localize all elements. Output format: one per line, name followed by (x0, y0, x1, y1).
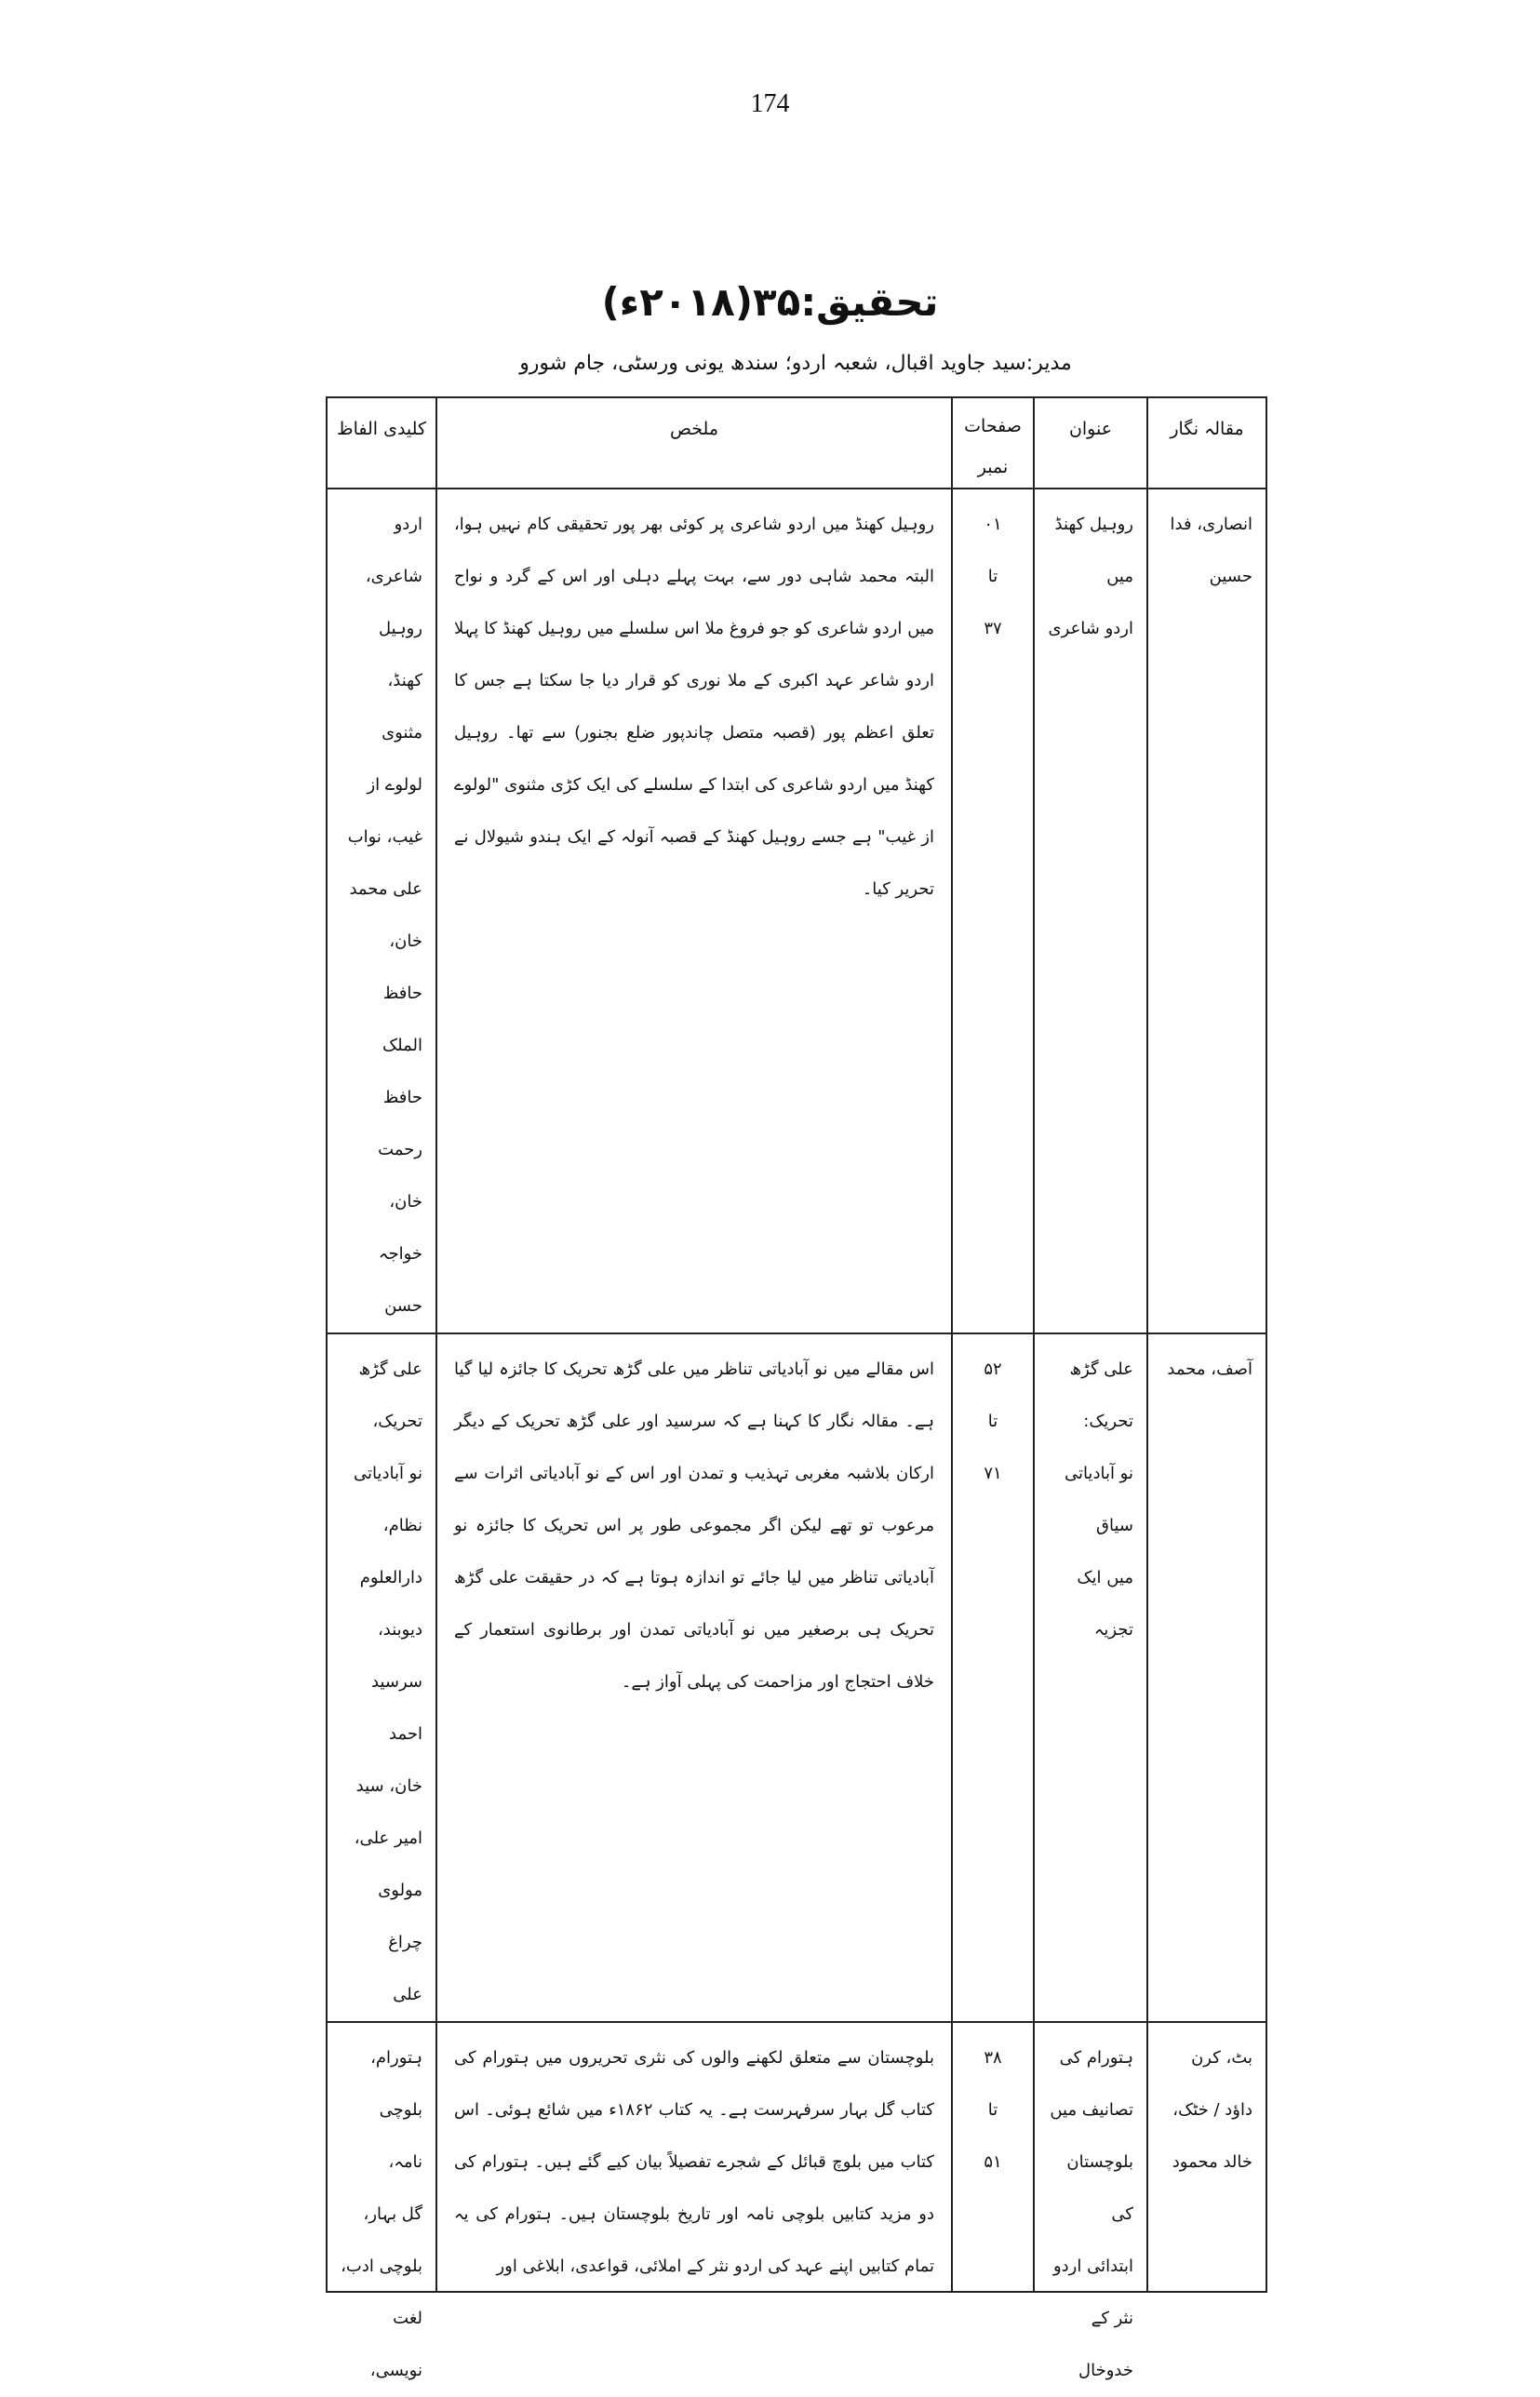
header-pages: صفحات نمبر (952, 397, 1034, 489)
cell-title: علی گڑھ تحریک: نو آبادیاتی سیاق میں ایک تجزیہ (1064, 1359, 1133, 1640)
cell-title: ہتورام کی تصانیف میں بلوچستان کی ابتدائی اردو نثر کے خدوخال (1050, 2048, 1133, 2380)
header-author: مقالہ نگار (1147, 397, 1266, 489)
cell-summary: روہیل کھنڈ میں اردو شاعری پر کوئی بھر پور تحقیقی کام نہیں ہوا، البتہ محمد شاہی دور سے، بہت پہلے دہلی اور اس کے گرد و نواح میں اردو شاعری کو جو فروغ ملا اس سلسلے میں روہیل کھنڈ کا پہلا اردو شاعر عہد اکبری کے ملا نوری کو قرار دیا جا سکتا ہے جس کا تعلق اعظم پور (قصبہ متصل چاندپور ضلع بجنور) سے تھا۔ روہیل کھنڈ میں اردو شاعری کی ابتدا کے سلسلے کی ایک کڑی مثنوی "لولوے از غیب" ہے جسے روہیل کھنڈ کے قصبہ آنولہ کے ایک ہندو شیولال نے تحریر کیا۔ (454, 515, 934, 899)
page-number: 174 (750, 89, 790, 118)
journal-title: تحقیق:۳۵(۲۰۱۸ء) (601, 279, 939, 325)
cell-keywords: علی گڑھ تحریک، نو آبادیاتی نظام، دارالعلوم دیوبند، سرسید احمد خان، سید امیر علی، مولوی چراغ علی (353, 1359, 422, 2004)
cell-keywords: اردو شاعری، روہیل کھنڈ، مثنوی لولوے از غیب، نواب علی محمد خان، حافظ الملک حافظ رحمت خان، خواجہ حسن (347, 515, 422, 1316)
cell-pages: ۵۲ تا ۷۱ (984, 1359, 1002, 1483)
table-header-row (327, 397, 1266, 489)
article-index-table (326, 396, 1267, 2380)
table-row (327, 2022, 1266, 2292)
cell-author: بٹ، کرن داؤد / خٹک، خالد محمود (1172, 2048, 1252, 2172)
cell-pages: ۰۱ تا ۳۷ (984, 515, 1002, 638)
editor-line: مدیر:سید جاوید اقبال، شعبہ اردو؛ سندھ یونی ورسٹی، جام شورو (519, 352, 1072, 375)
cell-title: روہیل کھنڈ میں اردو شاعری (1048, 515, 1133, 638)
cell-keywords: ہتورام، بلوچی نامہ، گل بہار، بلوچی ادب، لغت نویسی، (341, 2048, 422, 2380)
table-row (327, 489, 1266, 1333)
cell-pages: ۳۸ تا ۵۱ (984, 2048, 1002, 2172)
cell-author: آصف، محمد (1167, 1359, 1252, 1379)
header-summary: ملخص (436, 397, 952, 489)
header-title: عنوان (1034, 397, 1147, 489)
cell-summary: اس مقالے میں نو آبادیاتی تناظر میں علی گڑھ تحریک کا جائزہ لیا گیا ہے۔ مقالہ نگار کا کہنا ہے کہ سرسید اور علی گڑھ تحریک کے دیگر ارکان بلاشبہ مغربی تہذیب و تمدن اور اس کے نو آبادیاتی اثرات سے مرعوب تو تھے لیکن اگر مجموعی طور پر اس تحریک کا جائزہ نو آبادیاتی تناظر میں لیا جائے تو اندازہ ہوتا ہے کہ در حقیقت علی گڑھ تحریک ہی برصغیر میں نو آبادیاتی تمدن اور برطانوی استعمار کے خلاف احتجاج اور مزاحمت کی پہلی آواز ہے۔ (454, 1359, 934, 1692)
cell-summary: بلوچستان سے متعلق لکھنے والوں کی نثری تحریروں میں ہتورام کی کتاب گل بہار سرفہرست ہے۔ یہ کتاب ۱۸۶۲ء میں شائع ہوئی۔ اس کتاب میں بلوچ قبائل کے شجرے تفصیلاً بیان کیے گئے ہیں۔ ہتورام کی دو مزید کتابیں بلوچی نامہ اور تاریخ بلوچستان ہیں۔ ہتورام کی یہ تمام کتابیں اپنے عہد کی اردو نثر کے املائی، قواعدی، ابلاغی اور (454, 2048, 934, 2276)
cell-author: انصاری، فدا حسین (1170, 515, 1252, 586)
header-keywords: کلیدی الفاظ (327, 397, 436, 489)
table-row (327, 1333, 1266, 2022)
